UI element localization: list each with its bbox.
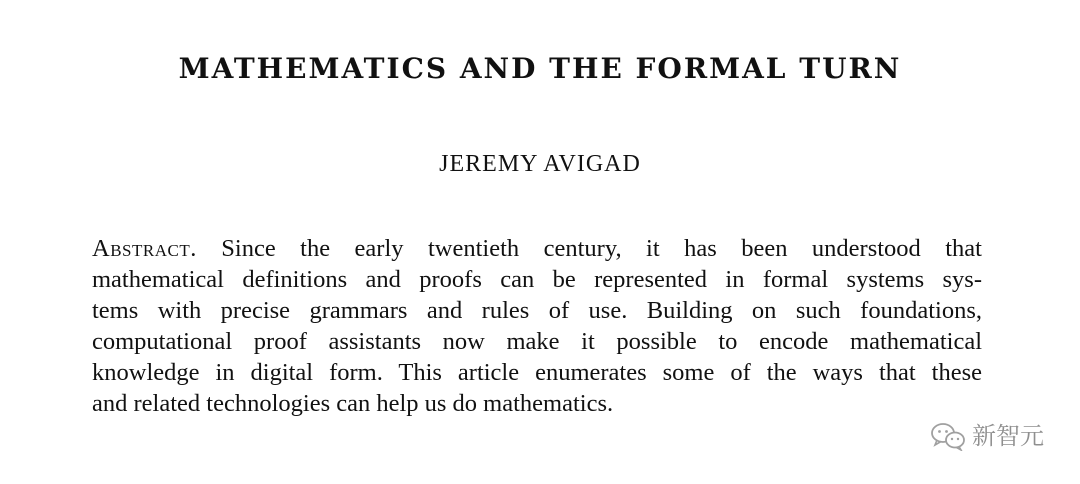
paper-title: MATHEMATICS AND THE FORMAL TURN (178, 52, 902, 85)
watermark (930, 420, 1044, 452)
abstract-line-3: tems with precise grammars and rules of use. Building on such foundations, (92, 297, 982, 324)
abstract-line-6: and related technologies can help us do mathematics. (92, 390, 614, 417)
author-name: JEREMY AVIGAD (439, 151, 641, 177)
watermark-text: 新智元 (972, 422, 1044, 450)
abstract-text: Since the early twentieth century, it has been understood that (221, 235, 982, 262)
abstract-line-1 (92, 233, 982, 264)
abstract-line-2: mathematical definitions and proofs can be represented in formal systems sys- (92, 266, 982, 293)
abstract-heading: Abstract. (92, 235, 197, 262)
wechat-icon (930, 421, 966, 451)
abstract-line-4: computational proof assistants now make it possible to encode mathematical (92, 328, 982, 355)
abstract-line-5: knowledge in digital form. This article enumerates some of the ways that these (92, 359, 982, 386)
